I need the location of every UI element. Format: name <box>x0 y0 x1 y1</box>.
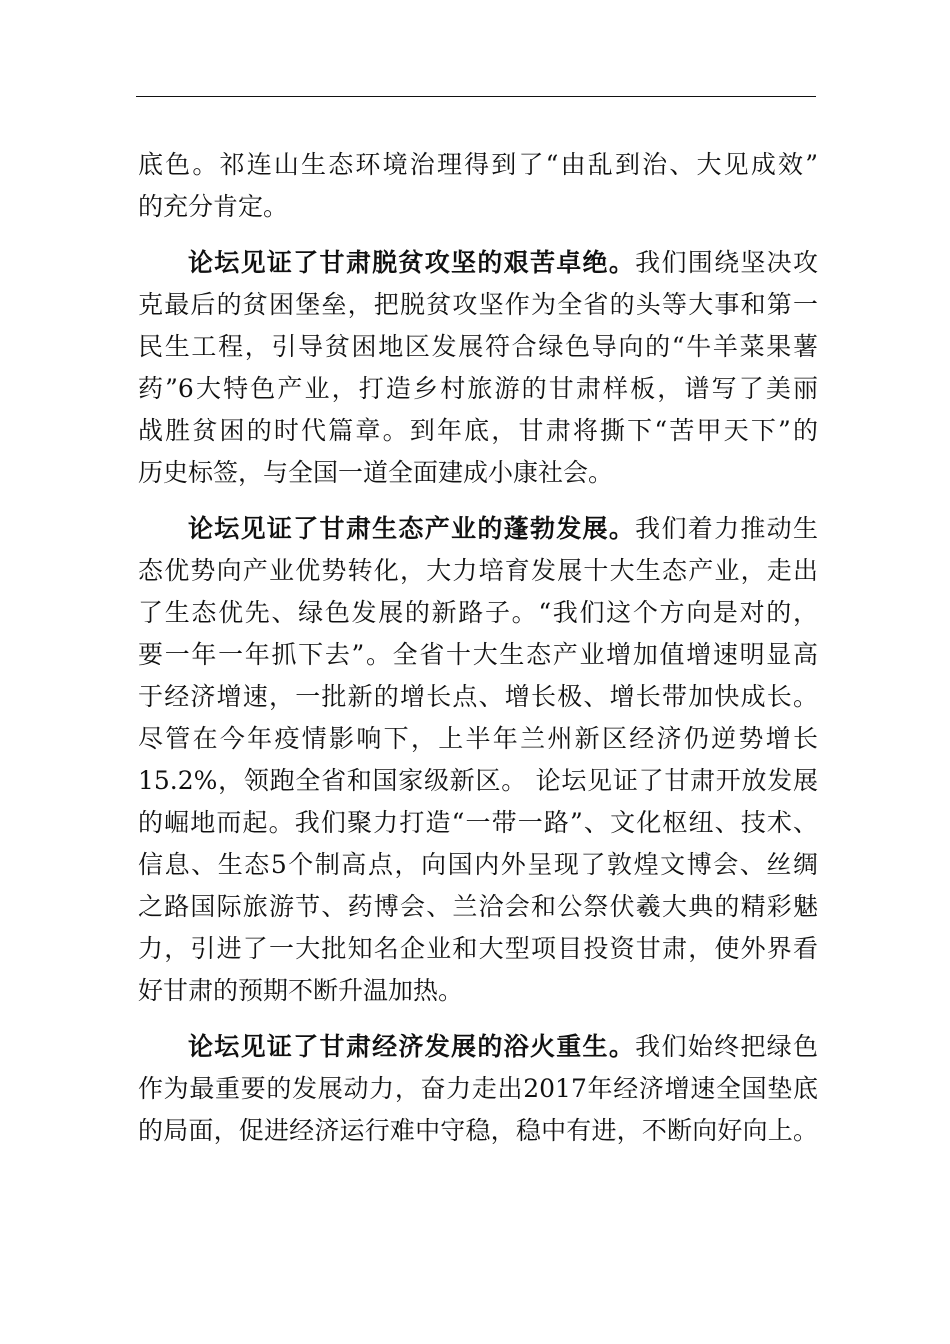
text-line: 15.2%，领跑全省和国家级新区。 论坛见证了甘肃开放发展 <box>138 766 818 795</box>
header-rule <box>136 96 816 97</box>
text-line: 信息、生态5个制高点，向国内外呈现了敦煌文博会、丝绸 <box>138 850 818 879</box>
paragraph <box>138 144 818 228</box>
text-line: 药”6大特色产业，打造乡村旅游的甘肃样板，谱写了美丽 <box>138 374 818 403</box>
paragraph <box>138 1026 818 1152</box>
paragraph-first-line <box>138 1026 818 1068</box>
text-line: 尽管在今年疫情影响下，上半年兰州新区经济仍逆势增长 <box>138 724 818 753</box>
text-line: 民生工程，引导贫困地区发展符合绿色导向的“牛羊菜果薯 <box>138 332 818 361</box>
text-line: 战胜贫困的时代篇章。到年底，甘肃将撕下“苦甲天下”的 <box>138 416 818 445</box>
paragraph-lead-text: 我们始终把绿色 <box>635 1032 818 1061</box>
paragraph-lead-text: 我们围绕坚决攻 <box>635 248 818 277</box>
text-line: 了生态优先、绿色发展的新路子。“我们这个方向是对的， <box>138 598 818 627</box>
paragraph-heading: 论坛见证了甘肃经济发展的浴火重生。 <box>188 1032 636 1061</box>
body-text <box>138 144 818 1152</box>
text-line: 力，引进了一大批知名企业和大型项目投资甘肃，使外界看 <box>138 934 818 963</box>
text-line: 的局面，促进经济运行难中守稳，稳中有进，不断向好向上。 <box>138 1116 818 1145</box>
text-line: 克最后的贫困堡垒，把脱贫攻坚作为全省的头等大事和第一 <box>138 290 818 319</box>
paragraph-first-line <box>138 508 818 550</box>
text-line: 要一年一年抓下去”。全省十大生态产业增加值增速明显高 <box>138 640 818 669</box>
text-line: 底色。祁连山生态环境治理得到了“由乱到治、大见成效” <box>138 150 818 179</box>
paragraph <box>138 508 818 1012</box>
text-line: 之路国际旅游节、药博会、兰洽会和公祭伏羲大典的精彩魅 <box>138 892 818 921</box>
text-line: 的充分肯定。 <box>138 192 289 221</box>
text-line: 作为最重要的发展动力，奋力走出2017年经济增速全国垫底 <box>138 1074 818 1103</box>
text-line: 的崛地而起。我们聚力打造“一带一路”、文化枢纽、技术、 <box>138 808 818 837</box>
text-line: 历史标签，与全国一道全面建成小康社会。 <box>138 458 614 487</box>
text-line: 态优势向产业优势转化，大力培育发展十大生态产业，走出 <box>138 556 818 585</box>
paragraph <box>138 242 818 494</box>
paragraph-heading: 论坛见证了甘肃生态产业的蓬勃发展。 <box>188 514 636 543</box>
paragraph-heading: 论坛见证了甘肃脱贫攻坚的艰苦卓绝。 <box>188 248 636 277</box>
paragraph-first-line <box>138 242 818 284</box>
paragraph-lead-text: 我们着力推动生 <box>635 514 818 543</box>
text-line: 于经济增速，一批新的增长点、增长极、增长带加快成长。 <box>138 682 818 711</box>
text-line: 好甘肃的预期不断升温加热。 <box>138 976 464 1005</box>
